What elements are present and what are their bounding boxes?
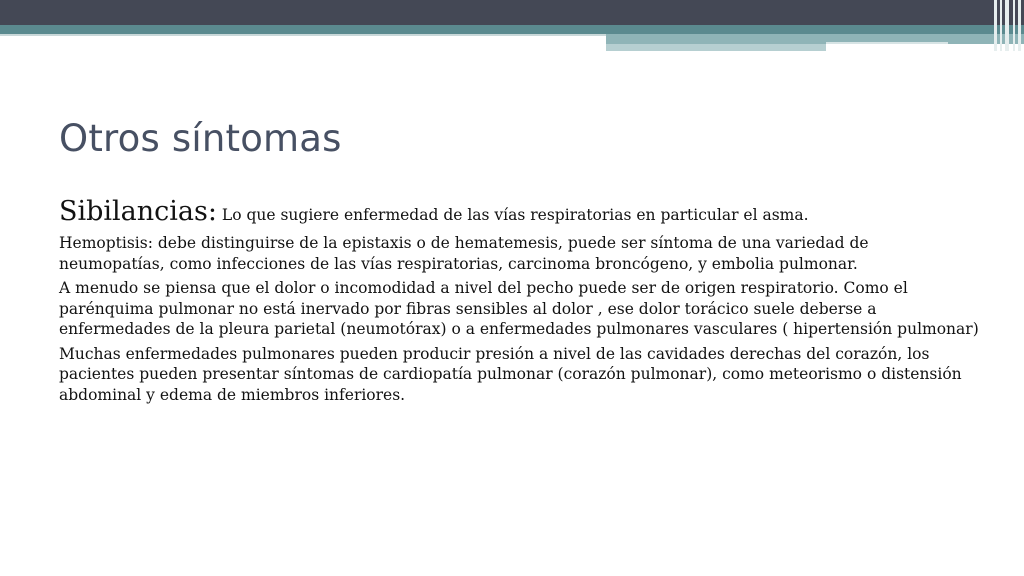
header-stripes xyxy=(992,0,1024,51)
header-gray-rule xyxy=(0,34,606,36)
paragraph-cardiopatia: Muchas enfermedades pulmonares pueden producir presión a nivel de las cavidades derechas del corazón, los pacientes pueden presentar síntomas de cardiopatía pulmonar (corazón pulmonar), como meteorismo o distensión abdominal y edema de miembros inferiores. xyxy=(59,344,962,404)
header-light-sub-band xyxy=(606,44,826,51)
header-teal-band xyxy=(0,25,1024,34)
sibilancias-paragraph xyxy=(59,196,979,228)
sibilancias-label: Sibilancias: xyxy=(59,196,217,227)
sibilancias-text: Lo que sugiere enfermedad de las vías respiratorias en particular el asma. xyxy=(216,206,809,224)
paragraph-hemoptisis: Hemoptisis: debe distinguirse de la epistaxis o de hematemesis, puede ser síntoma de una variedad de neumopatías, como infecciones de las vías respiratorias, carcinoma broncógeno, y embolia pulmonar. xyxy=(59,234,869,273)
slide-body xyxy=(59,196,979,409)
header-thin-line xyxy=(826,42,948,44)
paragraph-dolor-toracico: A menudo se piensa que el dolor o incomodidad a nivel del pecho puede ser de origen respiratorio. Como el parénquima pulmonar no está inervado por fibras sensibles al dolor , ese dolor torácico suele deberse a enfermedades de la pleura parietal (neumotórax) o a enfermedades pulmonares vasculares ( hipertensión pulmonar) xyxy=(59,279,979,338)
header-teal-sub-band xyxy=(606,34,1024,44)
header-dark-band xyxy=(0,0,1024,25)
slide-title: Otros síntomas xyxy=(59,117,342,160)
